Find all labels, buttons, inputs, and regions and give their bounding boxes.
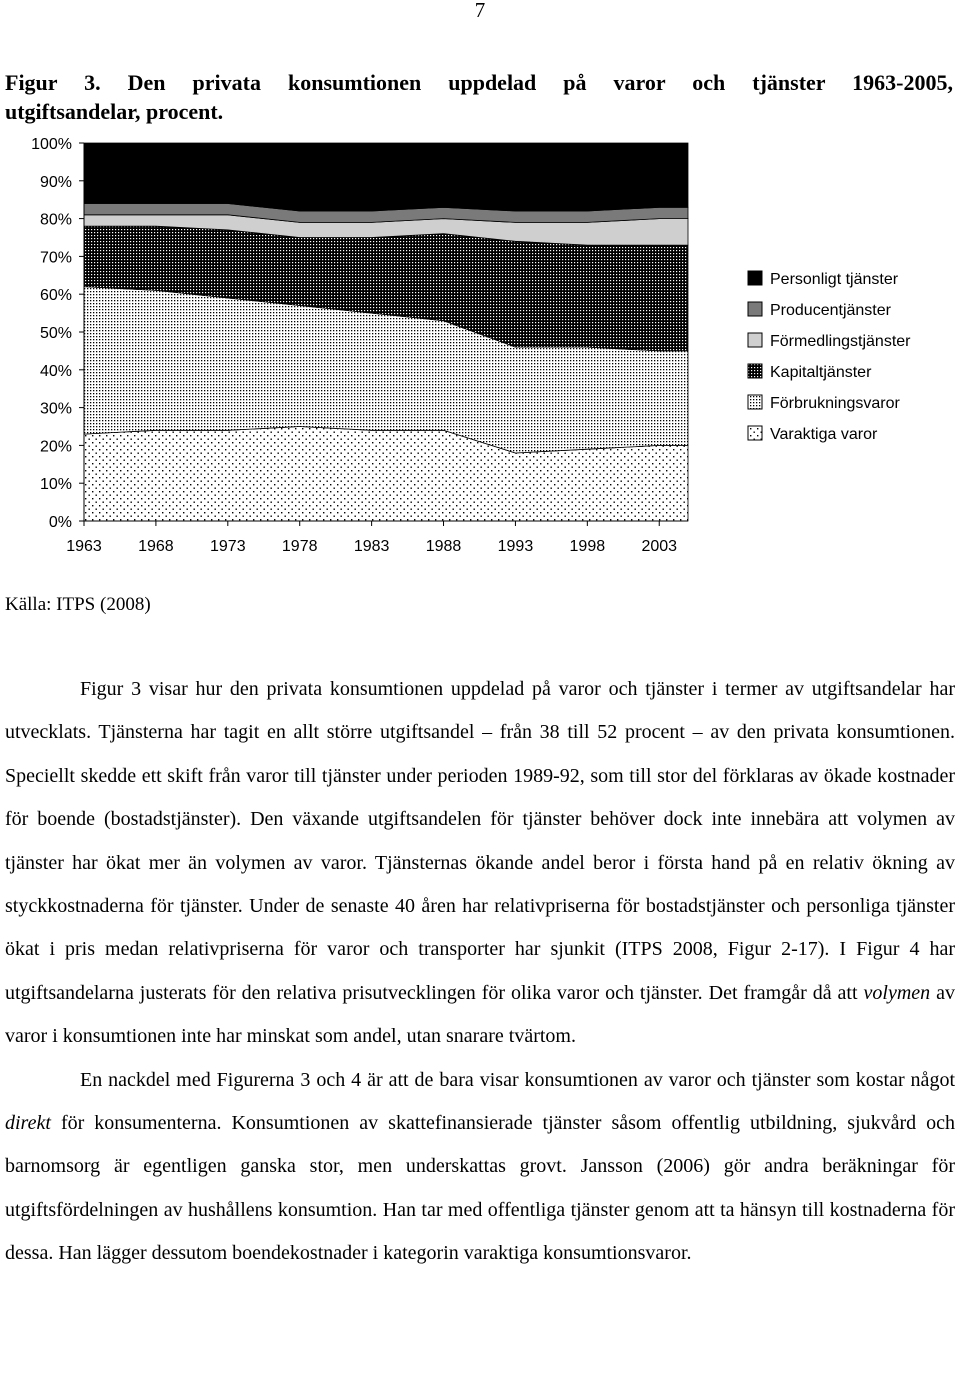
figure-source: Källa: ITPS (2008)	[5, 594, 151, 615]
y-tick-label: 90%	[39, 173, 72, 191]
legend-swatch-forbrukningsvaror	[748, 395, 762, 409]
y-tick-label: 50%	[39, 325, 72, 342]
legend-label-producentjanster: Producentjänster	[770, 302, 891, 319]
figure-caption	[5, 68, 953, 126]
x-tick-label: 1973	[210, 538, 246, 555]
body-text	[5, 668, 955, 1276]
stacked-area-chart	[0, 126, 960, 586]
paragraph-2: En nackdel med Figurerna 3 och 4 är att de bara visar konsumtionen av varor och tjänster som kostar något direkt för konsumenterna. Konsumtionen av skattefinansierade tjänster såsom offentlig utbildning, sjukvård och barnomsorg är egentligen ganska stor, men underskattas grovt. Jansson (2006) gör andra beräkningar för utgiftsfördelningen av hushållens konsumtion. Han tar med offentliga tjänster genom att ta hänsyn till kostnaderna för dessa. Han lägger dessutom boendekostnader i kategorin varaktiga konsumtionsvaror.	[5, 1068, 955, 1265]
legend-swatch-producentjanster	[748, 302, 762, 316]
x-tick-label: 1993	[497, 538, 534, 555]
chart-legend	[748, 271, 911, 443]
legend-swatch-kapitaltjanster	[748, 364, 762, 378]
y-tick-label: 0%	[48, 514, 72, 531]
y-tick-label: 10%	[39, 476, 72, 494]
chart-areas	[84, 143, 688, 521]
figure-caption-line1: Figur 3. Den privata konsumtionen uppdelad på varor och tjänster 1963-2005,	[5, 70, 953, 95]
x-tick-label: 1988	[425, 538, 462, 555]
legend-label-kapitaltjanster: Kapitaltjänster	[770, 364, 872, 381]
y-tick-label: 100%	[31, 136, 72, 153]
legend-swatch-varaktiga-varor	[748, 426, 762, 440]
y-tick-label: 30%	[39, 400, 72, 418]
y-tick-label: 20%	[39, 438, 72, 456]
page-number: 7	[474, 0, 486, 22]
legend-swatch-personligt-tjanster	[748, 271, 762, 285]
y-tick-label: 40%	[39, 362, 72, 380]
legend-label-personligt-tjanster: Personligt tjänster	[770, 271, 899, 288]
x-axis-labels	[66, 538, 677, 555]
y-tick-label: 80%	[39, 211, 72, 229]
x-tick-label: 1983	[353, 538, 390, 555]
y-tick-label: 60%	[39, 287, 72, 305]
x-tick-label: 1998	[569, 538, 606, 555]
y-tick-label: 70%	[39, 249, 72, 267]
legend-label-varaktiga-varor: Varaktiga varor	[770, 426, 878, 443]
x-tick-label: 1968	[138, 538, 174, 555]
y-axis-labels	[31, 136, 72, 531]
legend-label-forbrukningsvaror: Förbrukningsvaror	[770, 395, 900, 412]
area-personligt-tjanster	[84, 143, 688, 211]
x-tick-label: 2003	[641, 538, 678, 555]
legend-swatch-formedlingstjanster	[748, 333, 762, 347]
figure-caption-line2: utgiftsandelar, procent.	[5, 99, 224, 124]
x-tick-label: 1963	[66, 538, 102, 555]
paragraph-1: Figur 3 visar hur den privata konsumtionen uppdelad på varor och tjänster i termer av utgiftsandelar har utvecklats. Tjänsterna har tagit en allt större utgiftsandel – från 38 till 52 procent – av den privata konsumtionen. Speciellt skedde ett skift från varor till tjänster under perioden 1989-92, som till stor del förklaras av ökade kostnader för boende (bostadstjänster). Den växande utgiftsandelen för tjänster behöver dock inte innebära att volymen av tjänster har ökat mer än volymen av varor. Tjänsternas ökande andel beror i första hand på en relativ ökning av styckkostnaderna för tjänster. Under de senaste 40 åren har relativpriserna för bostadstjänster och personliga tjänster ökat i pris medan relativpriserna för varor och transporter har sjunkit (ITPS 2008, Figur 2-17). I Figur 4 har utgiftsandelarna justerats för den relativa prisutvecklingen för olika varor och tjänster. Det framgår då att volymen av varor i konsumtionen inte har minskat som andel, utan snarare tvärtom.	[5, 678, 955, 1048]
x-tick-label: 1978	[281, 538, 318, 555]
legend-label-formedlingstjanster: Förmedlingstjänster	[770, 333, 911, 350]
